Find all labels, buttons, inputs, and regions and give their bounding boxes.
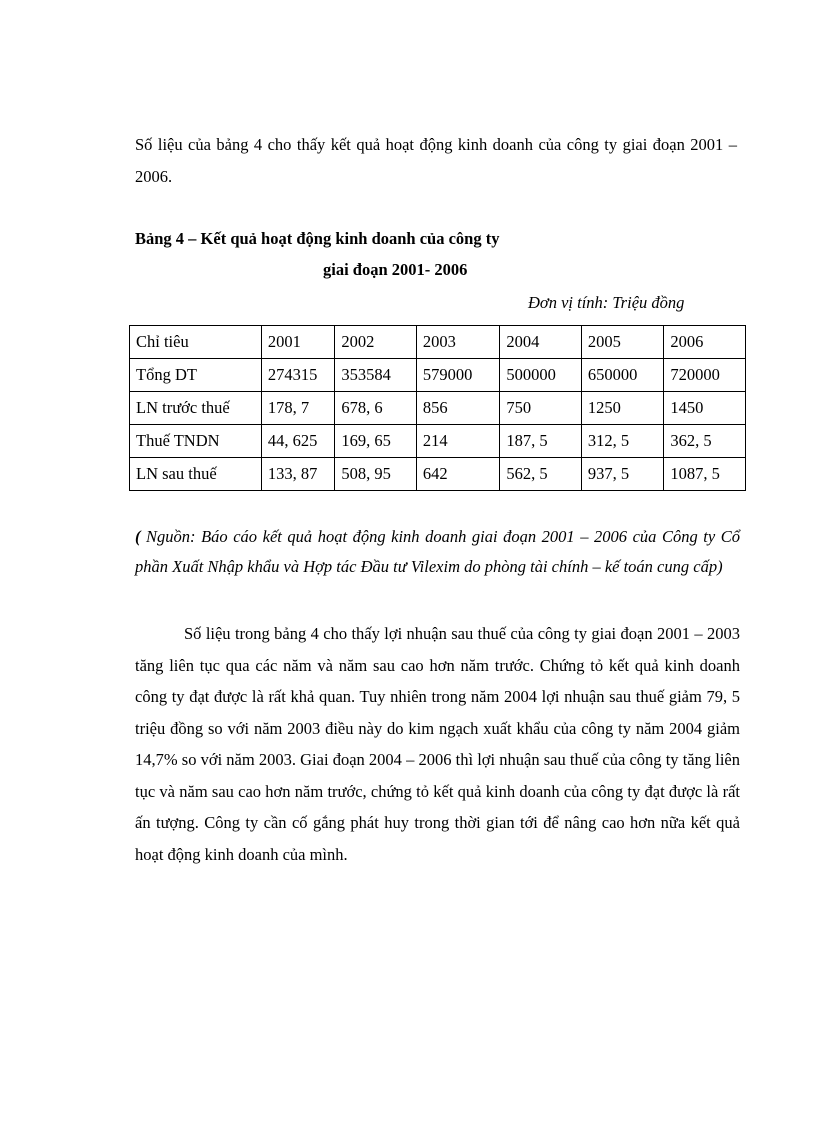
unit-label: Đơn vị tính: Triệu đồng: [528, 293, 685, 312]
table-cell: 1250: [581, 392, 664, 425]
table-cell: 187, 5: [500, 425, 582, 458]
table-cell: 362, 5: [664, 425, 746, 458]
row-label-cell: Thuế TNDN: [130, 425, 262, 458]
header-cell: 2006: [664, 326, 746, 359]
table-cell: 579000: [416, 359, 500, 392]
table-cell: 508, 95: [335, 458, 417, 491]
table-cell: 937, 5: [581, 458, 664, 491]
results-table: [129, 325, 746, 491]
table-cell: 133, 87: [261, 458, 334, 491]
table-cell: 650000: [581, 359, 664, 392]
intro-paragraph: Số liệu của bảng 4 cho thấy kết quả hoạt động kinh doanh của công ty giai đoạn 2001 – 2006.: [135, 135, 737, 186]
table-header-row: [130, 326, 746, 359]
table-cell: 562, 5: [500, 458, 582, 491]
header-cell: 2002: [335, 326, 417, 359]
source-text: Nguồn: Báo cáo kết quả hoạt động kinh doanh giai đoạn 2001 – 2006 của Công ty Cổ phần Xuất Nhập khẩu và Hợp tác Đầu tư Vilexim do phòng tài chính – kế toán cung cấp): [135, 527, 740, 576]
header-cell: Chỉ tiêu: [130, 326, 262, 359]
header-cell: 2005: [581, 326, 664, 359]
header-cell: 2003: [416, 326, 500, 359]
header-cell: 2001: [261, 326, 334, 359]
table-cell: 750: [500, 392, 582, 425]
table-cell: 312, 5: [581, 425, 664, 458]
header-cell: 2004: [500, 326, 582, 359]
table-title-line2: giai đoạn 2001- 2006: [323, 260, 468, 279]
source-note: [135, 522, 740, 582]
row-label-cell: LN sau thuế: [130, 458, 262, 491]
table-row: [130, 359, 746, 392]
table-cell: 214: [416, 425, 500, 458]
row-label-cell: Tổng DT: [130, 359, 262, 392]
table-cell: 274315: [261, 359, 334, 392]
table-row: [130, 392, 746, 425]
table-cell: 720000: [664, 359, 746, 392]
table-cell: 856: [416, 392, 500, 425]
table-cell: 353584: [335, 359, 417, 392]
table-cell: 178, 7: [261, 392, 334, 425]
analysis-paragraph: Số liệu trong bảng 4 cho thấy lợi nhuận sau thuế của công ty giai đoạn 2001 – 2003 tăng liên tục qua các năm và năm sau cao hơn năm trước. Chứng tỏ kết quả kinh doanh công ty đạt được là rất khả quan. Tuy nhiên trong năm 2004 lợi nhuận sau thuế giảm 79, 5 triệu đồng so với năm 2003 điều này do kim ngạch xuất khẩu của công ty năm 2004 giảm 14,7% so với năm 2003. Giai đoạn 2004 – 2006 thì lợi nhuận sau thuế của công ty tăng liên tục và năm sau cao hơn năm trước, chứng tỏ kết quả kinh doanh của công ty đạt được là rất ấn tượng. Công ty cần cố gắng phát huy trong thời gian tới để nâng cao hơn nữa kết quả hoạt động kinh doanh của mình.: [135, 624, 740, 864]
row-label-cell: LN trước thuế: [130, 392, 262, 425]
table-cell: 500000: [500, 359, 582, 392]
table-row: [130, 458, 746, 491]
table-cell: 1087, 5: [664, 458, 746, 491]
table-cell: 44, 625: [261, 425, 334, 458]
table-cell: 678, 6: [335, 392, 417, 425]
table-cell: 642: [416, 458, 500, 491]
source-open-paren: (: [135, 527, 141, 546]
table-cell: 1450: [664, 392, 746, 425]
table-row: [130, 425, 746, 458]
table-title-line1: Bảng 4 – Kết quả hoạt động kinh doanh của công ty: [135, 229, 500, 248]
table-cell: 169, 65: [335, 425, 417, 458]
